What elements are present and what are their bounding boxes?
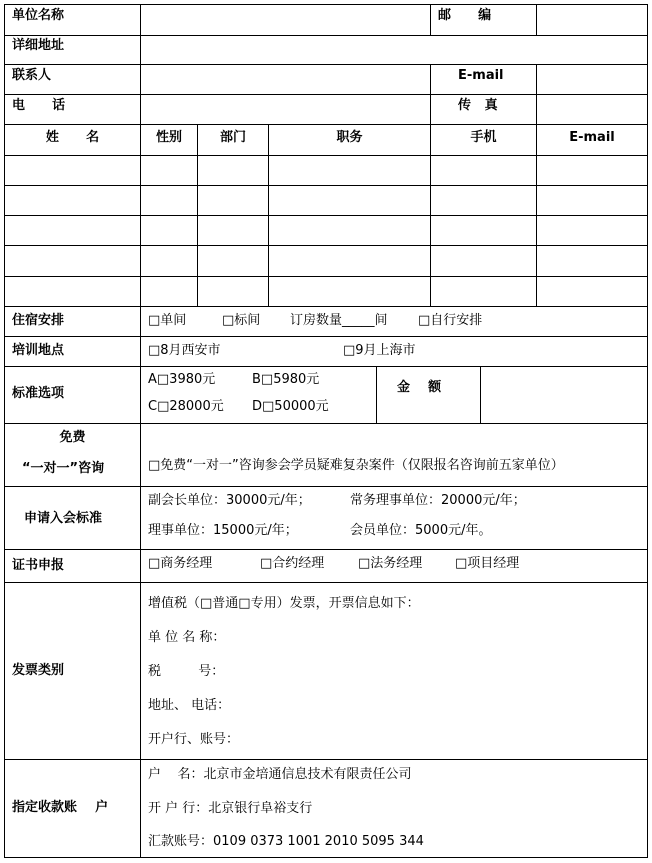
lodging-label: 住宿安排 xyxy=(12,313,65,328)
fax-label: 传 真 xyxy=(458,98,498,113)
grid-line xyxy=(4,64,648,65)
training-shanghai-option[interactable]: □9月上海市 xyxy=(343,343,416,358)
grid-line xyxy=(480,366,481,424)
membership-vice-president: 副会长单位：30000元/年； xyxy=(148,493,311,508)
account-number: 汇款账号：0109 0373 1001 2010 5095 344 xyxy=(148,834,424,849)
invoice-label: 发票类别 xyxy=(12,663,65,678)
account-holder: 户 名：北京市金培通信息技术有限责任公司 xyxy=(148,767,412,782)
invoice-tax-number[interactable]: 税 号： xyxy=(148,664,225,679)
standard-option-a[interactable]: A□3980元 xyxy=(148,372,216,387)
account-label: 指定收款账 户 xyxy=(12,800,109,815)
grid-line xyxy=(4,94,648,95)
grid-line xyxy=(376,366,377,424)
membership-label: 申请入会标准 xyxy=(24,511,103,526)
grid-line xyxy=(4,276,648,277)
grid-line xyxy=(536,124,537,307)
lodging-self-option[interactable]: □自行安排 xyxy=(418,313,483,328)
column-header-department: 部门 xyxy=(219,130,246,145)
grid-line xyxy=(4,35,648,36)
certificate-project-manager[interactable]: □项目经理 xyxy=(455,556,520,571)
consult-label-line2: “一对一”咨询 xyxy=(22,461,105,476)
email-label: E-mail xyxy=(458,68,504,83)
lodging-booking-count[interactable]: 订房数量_____间 xyxy=(290,313,388,328)
standard-option-c[interactable]: C□28000元 xyxy=(148,399,224,414)
grid-line xyxy=(4,486,648,487)
grid-line xyxy=(4,423,648,424)
contact-label: 联系人 xyxy=(12,68,52,83)
lodging-standard-option[interactable]: □标间 xyxy=(222,313,261,328)
column-header-position: 职务 xyxy=(336,130,363,145)
certificate-legal-manager[interactable]: □法务经理 xyxy=(358,556,423,571)
grid-line xyxy=(430,4,431,35)
lodging-single-option[interactable]: □单间 xyxy=(148,313,187,328)
training-xian-option[interactable]: □8月西安市 xyxy=(148,343,221,358)
membership-member: 会员单位：5000元/年。 xyxy=(350,523,492,538)
grid-line xyxy=(4,582,648,583)
grid-line xyxy=(4,245,648,246)
phone-label: 电 话 xyxy=(12,98,66,113)
grid-line xyxy=(430,64,431,125)
standard-option-b[interactable]: B□5980元 xyxy=(252,372,320,387)
membership-executive: 常务理事单位：20000元/年； xyxy=(350,493,526,508)
grid-line xyxy=(268,124,269,307)
column-header-mobile: 手机 xyxy=(470,130,497,145)
consult-option[interactable]: □免费“一对一”咨询参会学员疑难复杂案件（仅限报名咨询前五家单位） xyxy=(148,458,564,473)
standard-option-d[interactable]: D□50000元 xyxy=(252,399,329,414)
grid-line xyxy=(4,124,648,125)
certificate-business-manager[interactable]: □商务经理 xyxy=(148,556,213,571)
consult-label-line1: 免费 xyxy=(59,430,86,445)
grid-line xyxy=(4,306,648,307)
grid-line xyxy=(647,4,648,858)
grid-line xyxy=(536,64,537,125)
column-header-gender: 性别 xyxy=(155,130,182,145)
training-location-label: 培训地点 xyxy=(12,343,65,358)
grid-line xyxy=(197,124,198,307)
unit-name-label: 单位名称 xyxy=(12,8,65,23)
certificate-label: 证书申报 xyxy=(12,558,65,573)
membership-director: 理事单位：15000元/年； xyxy=(148,523,298,538)
invoice-address-phone[interactable]: 地址、 电话： xyxy=(148,698,231,713)
grid-line xyxy=(4,185,648,186)
account-bank: 开 户 行：北京银行阜裕支行 xyxy=(148,801,313,816)
address-label: 详细地址 xyxy=(12,38,65,53)
grid-line xyxy=(4,4,648,5)
invoice-company-name[interactable]: 单 位 名 称： xyxy=(148,630,226,645)
grid-line xyxy=(4,759,648,760)
grid-line xyxy=(4,366,648,367)
column-header-email: E-mail xyxy=(569,130,615,145)
amount-label: 金 额 xyxy=(397,380,442,395)
postcode-label: 邮 编 xyxy=(438,8,492,23)
grid-line xyxy=(4,215,648,216)
invoice-bank-account[interactable]: 开户行、账号： xyxy=(148,732,240,747)
grid-line xyxy=(4,549,648,550)
grid-line xyxy=(4,857,648,858)
certificate-contract-manager[interactable]: □合约经理 xyxy=(260,556,325,571)
column-header-name: 姓 名 xyxy=(45,130,100,145)
grid-line xyxy=(430,124,431,307)
standard-options-label: 标准选项 xyxy=(12,386,65,401)
invoice-type-line[interactable]: 增值税（□普通□专用）发票，开票信息如下： xyxy=(148,596,420,611)
grid-line xyxy=(4,336,648,337)
grid-line xyxy=(4,155,648,156)
grid-line xyxy=(536,4,537,35)
